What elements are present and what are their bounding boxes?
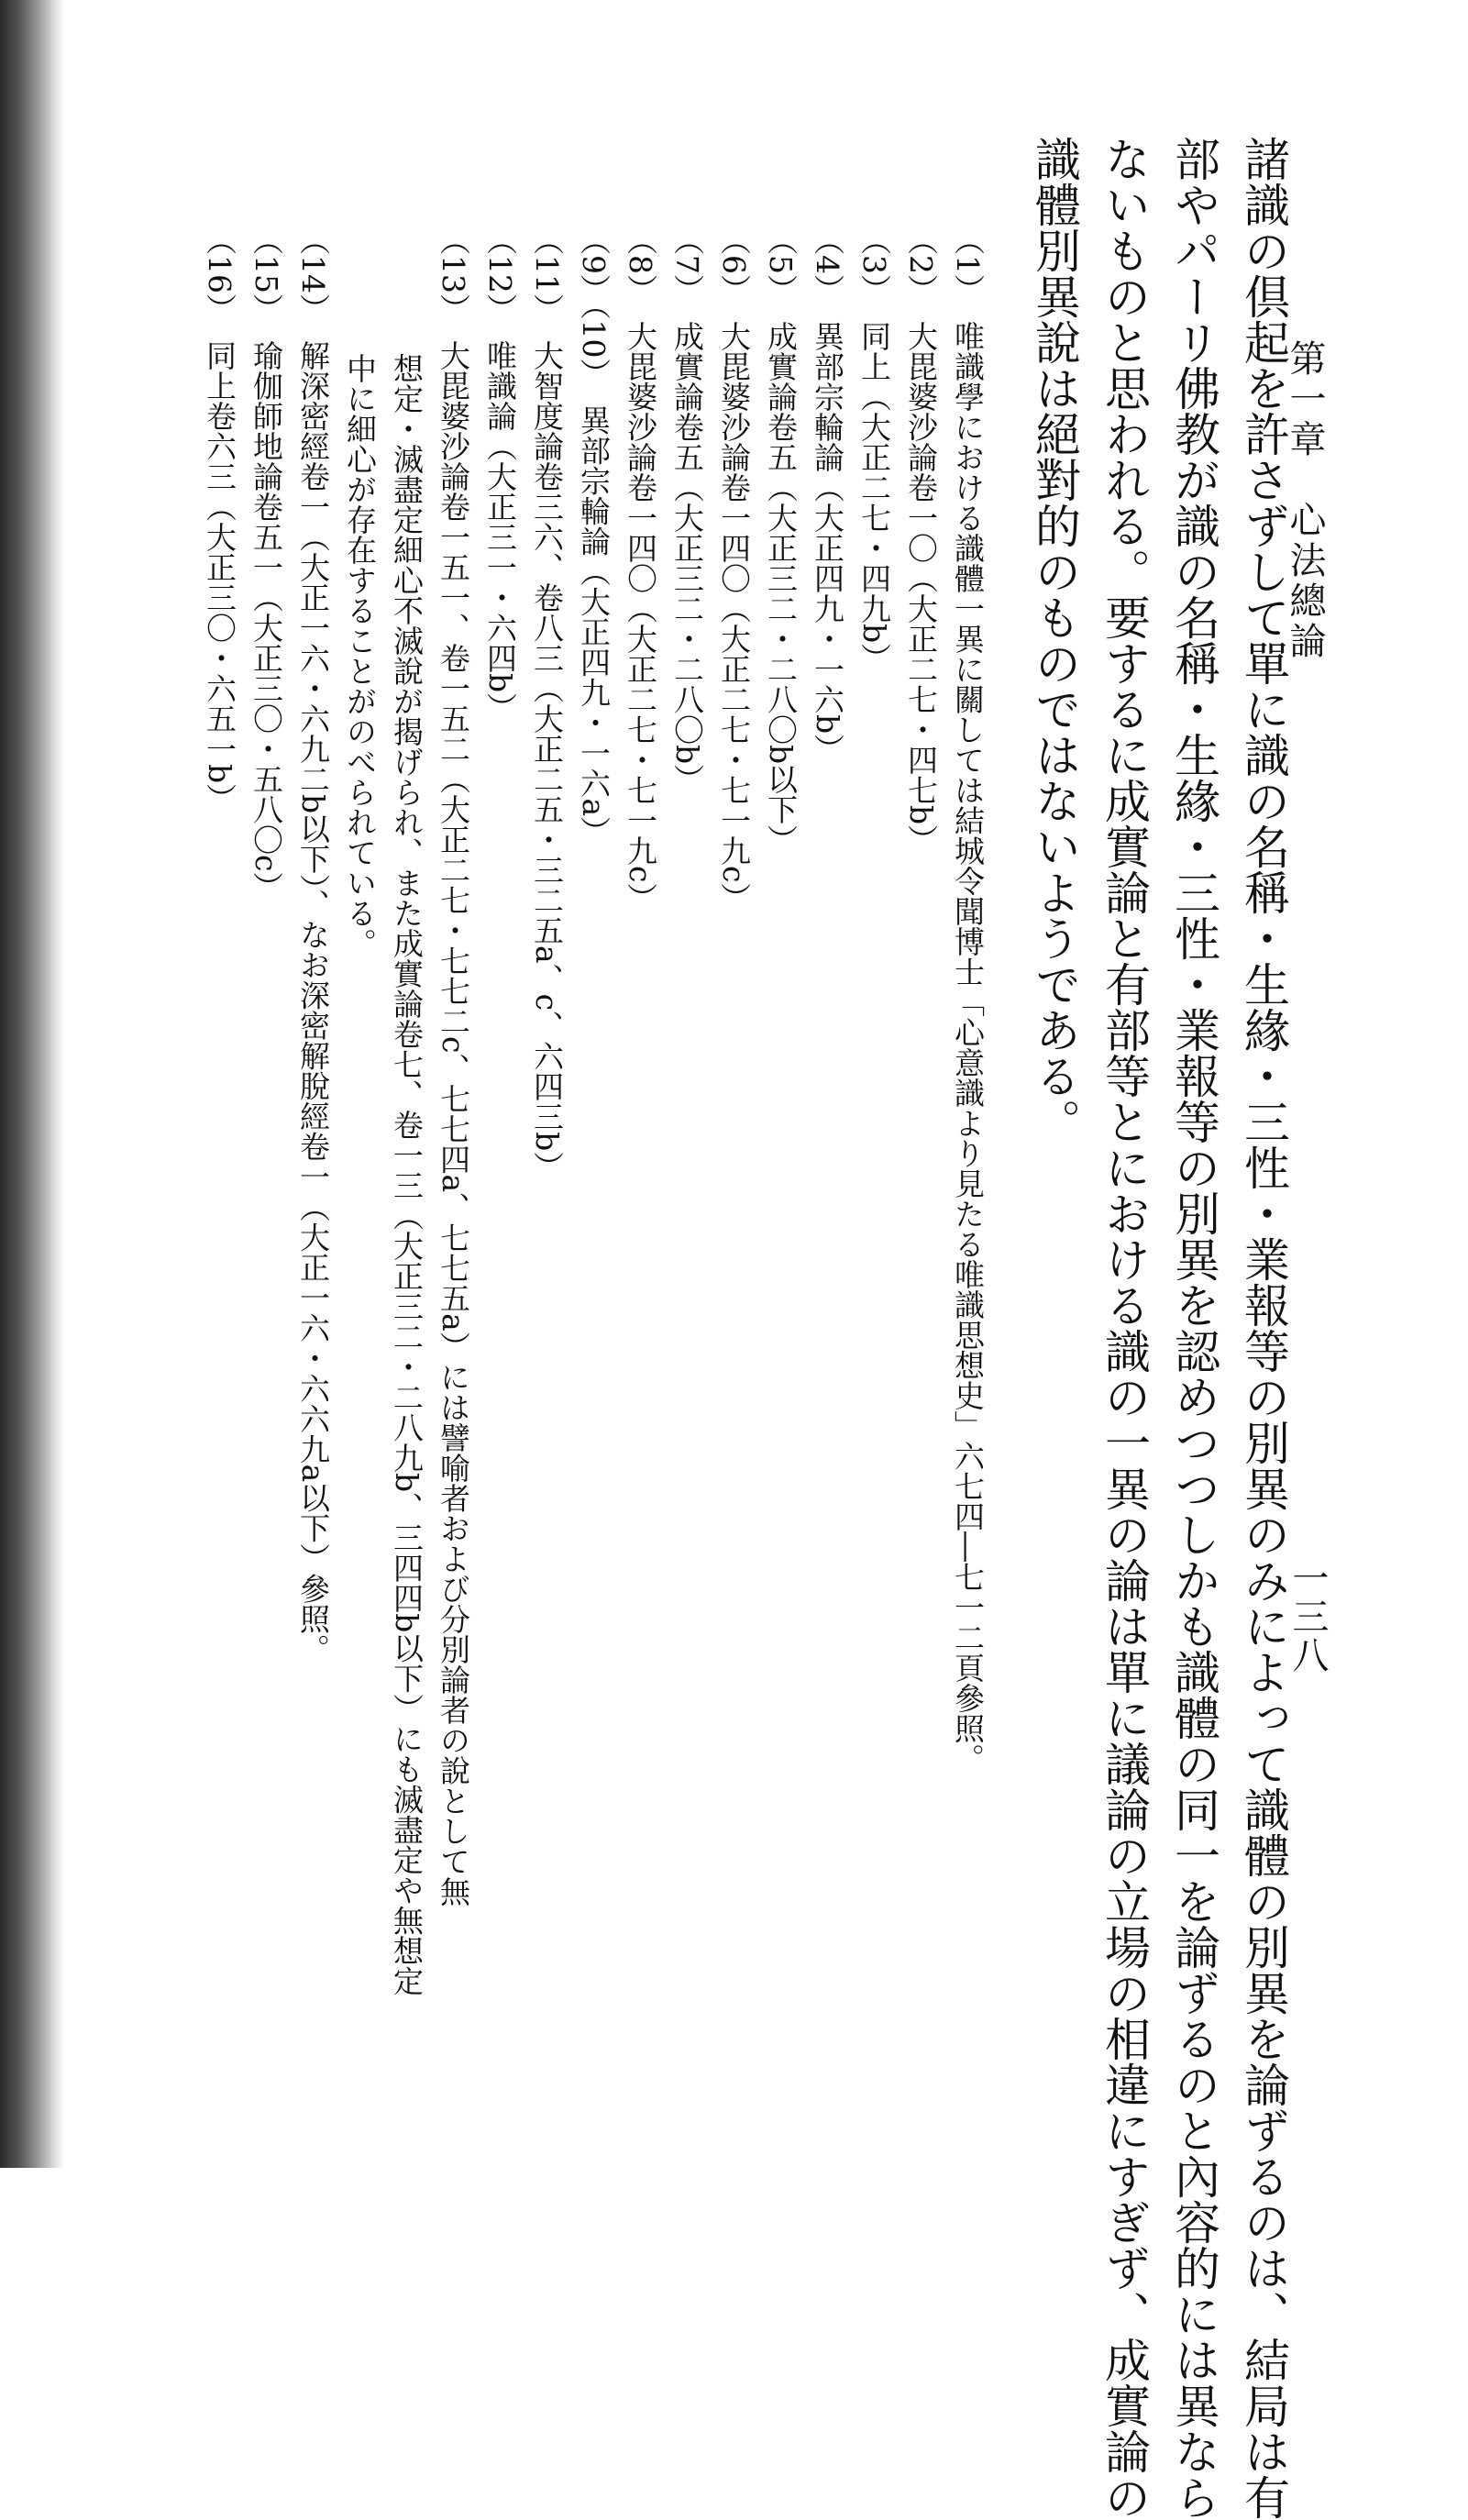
footnote [851, 225, 898, 1967]
footnote-text: 同上（大正二七・四九b） [856, 321, 892, 674]
footnote-text: 成實論卷五（大正三二・二八〇b以下） [763, 321, 799, 856]
footnote-number: （11） [529, 225, 565, 324]
footnote-number: （12） [482, 225, 518, 324]
footnote [944, 225, 991, 1967]
footnote-text: 成實論卷五（大正三二・二八〇b） [669, 321, 705, 795]
body-line: 識體別異說は絕對的のものではないようである。 [1028, 136, 1081, 1144]
footnote-number: （6） [716, 225, 752, 304]
footnote [430, 225, 477, 1967]
footnote-number: （2） [903, 225, 939, 304]
footnote [570, 225, 617, 1967]
footnote-continuation: 想定・滅盡定細心不滅說が揭げられ、また成實論卷七、卷一三（大正三二・二八九b、三四四b以下）にも滅盡定や無想定 [389, 353, 425, 1996]
footnote-text: 唯識論（大正三一・六四b） [482, 340, 518, 724]
footnote [757, 225, 804, 1967]
footnote [477, 225, 524, 1967]
footnote-text: 大毘婆沙論卷一〇（大正二七・四七b） [903, 321, 939, 856]
footnote [196, 225, 243, 1967]
footnote-text: 大毘婆沙論卷一五一、卷一五二（大正二七・七七二c、七七四a、七七五a）には譬喻者および分別論者の說として無 [436, 340, 471, 1907]
footnote-text: 異部宗輪論（大正四九・一六b） [810, 321, 845, 765]
body-line: 部やパーリ佛教が識の名稱・生緣・三性・業報等の別異を認めつつしかも識體の同一を論ずるのと內容的には異なら [1167, 136, 1220, 2520]
footnote [617, 225, 664, 1967]
body-text [1020, 136, 1298, 2520]
footnote [804, 225, 851, 1967]
footnote-number: （8） [623, 225, 658, 304]
footnote-number: （7） [669, 225, 705, 304]
footnote-text: 大毘婆沙論卷一四〇（大正二七・七一九c） [716, 321, 752, 913]
footnote-number: （3） [856, 225, 892, 304]
footnote-text: 唯識學における識體一異に關しては結城令聞博士「心意識より見たる唯識思想史」六七四―七一二頁參照。 [950, 321, 986, 1774]
body-line: 諸識の倶起を許さずして單に識の名稱・生緣・三性・業報等の別異のみによって識體の別異を論ずるのは、結局は有 [1237, 136, 1290, 2520]
footnote-number: （16） [202, 225, 237, 324]
footnote-continuation: 中に細心が存在することがのべられている。 [342, 353, 378, 958]
footnote-number: （1） [950, 225, 986, 304]
footnote-text: 大智度論卷三六、卷八三（大正二五・三二五a、c、六四三b） [529, 340, 565, 1182]
footnote-number: （13） [436, 225, 471, 324]
footnote-text: 異部宗輪論（大正四九・一六a） [576, 404, 612, 847]
footnote [290, 225, 337, 1967]
footnote-number: （5） [763, 225, 799, 304]
footnote-text: 同上卷六三（大正三〇・六五一b） [202, 340, 237, 814]
footnote-number: （15） [248, 225, 284, 324]
scan-edge-shadow [0, 0, 64, 2168]
footnote-text: 瑜伽師地論卷五一（大正三〇・五八〇c） [248, 340, 284, 902]
body-line: ないものと思われる。要するに成實論と有部等とにおける識の一異の論は單に議論の立場の相違にすぎず、成實論の [1098, 136, 1151, 2520]
footnote [243, 225, 290, 1967]
running-header: 第一章 心法總論 [1284, 339, 1326, 662]
footnote-text: 大毘婆沙論卷一四〇（大正二七・七一九c） [623, 321, 658, 913]
footnote [524, 225, 570, 1967]
footnote [711, 225, 757, 1967]
footnote [664, 225, 711, 1967]
footnote [898, 225, 944, 1967]
page-number: 一三八 [1286, 1559, 1329, 1674]
footnote-number: （4） [810, 225, 845, 304]
footnote-text: 解深密經卷一（大正一六・六九二b以下）、なお深密解脫經卷一（大正一六・六六九a以下）參照。 [295, 340, 331, 1664]
footnote-number: （9）（10） [576, 225, 612, 389]
footnotes [196, 225, 991, 1996]
footnote-number: （14） [295, 225, 331, 324]
